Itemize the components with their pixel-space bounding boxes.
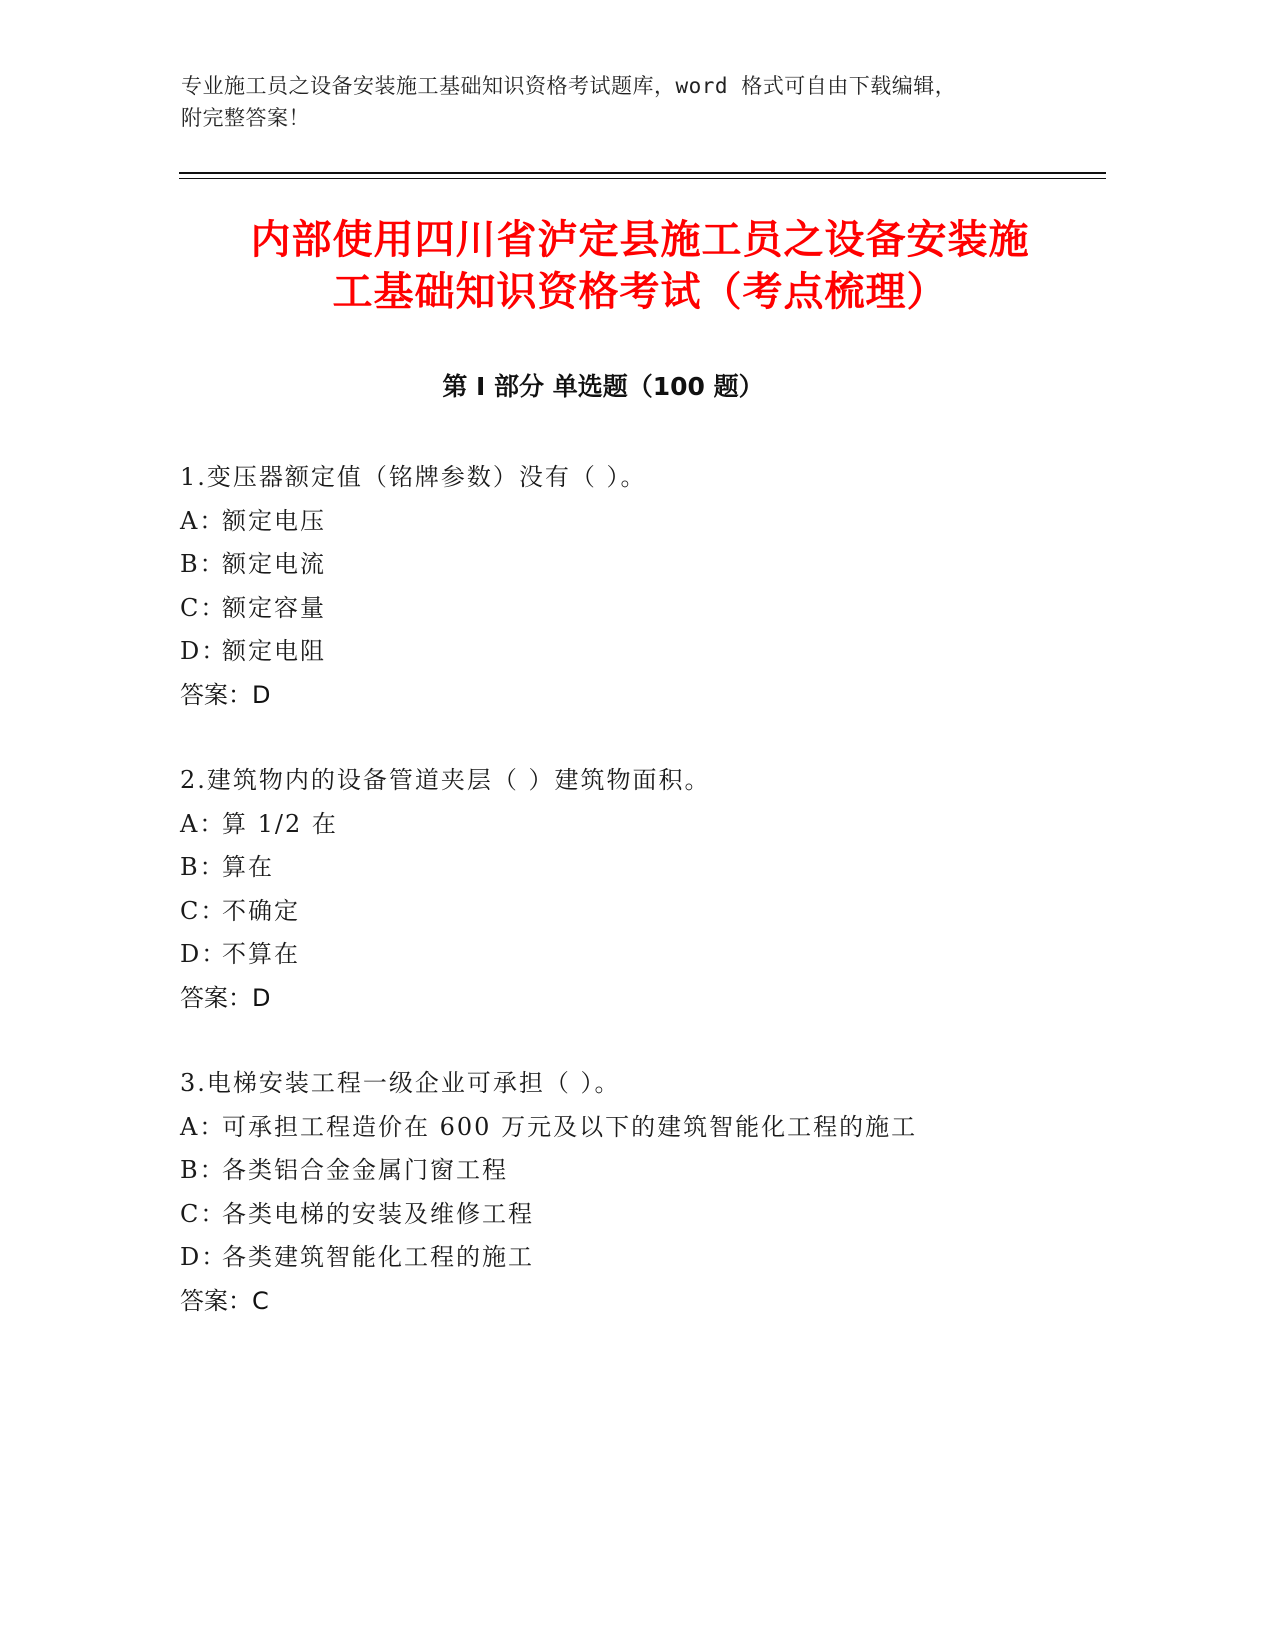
option-key: C： [180,593,227,622]
document-title [150,214,1130,318]
option-key: B： [180,853,226,881]
option-c [180,587,1100,631]
header-divider-thin [179,178,1106,179]
question-stem: 3.电梯安装工程一级企业可承担（ ）。 [180,1069,621,1097]
option-key: B： [180,550,226,578]
question-stem: 2.建筑物内的设备管道夹层（ ）建筑物面积。 [180,766,711,794]
option-text: 各类铝合金金属门窗工程 [222,1156,508,1184]
option-text: 算 1/2 在 [222,809,338,838]
option-b [180,1149,1100,1193]
question-item [180,456,1100,717]
option-d [180,1236,1100,1280]
option-text: 额定电流 [222,550,326,578]
option-key: A： [180,1112,226,1141]
question-stem: 1.变压器额定值（铭牌参数）没有（ ）。 [180,463,647,491]
header-divider-thick [179,172,1106,174]
option-key: B： [180,1156,226,1184]
section-heading: 第 I 部分 单选题（100 题） [442,372,764,401]
header-note-line-1: 专业施工员之设备安装施工基础知识资格考试题库，word 格式可自由下载编辑， [181,74,957,98]
option-key: A： [180,506,226,535]
option-d [180,630,1100,674]
option-b [180,543,1100,587]
option-a [180,803,1100,847]
option-key: D： [180,637,228,665]
document-title-line-1: 内部使用四川省泸定县施工员之设备安装施 [250,217,1030,263]
option-text: 各类建筑智能化工程的施工 [222,1243,534,1271]
option-a [180,500,1100,544]
option-text: 可承担工程造价在 600 万元及以下的建筑智能化工程的施工 [222,1112,918,1141]
option-key: C： [180,1199,227,1228]
option-text: 算在 [222,853,274,881]
option-text: 不确定 [222,896,300,925]
option-key: D： [180,940,228,968]
answer-line: 答案：D [180,983,271,1012]
option-text: 额定电压 [222,506,326,535]
option-b [180,846,1100,890]
question-item [180,1062,1100,1323]
option-d [180,933,1100,977]
answer-line: 答案：C [180,1286,269,1315]
option-c [180,1193,1100,1237]
question-list [180,456,1100,1365]
option-c [180,890,1100,934]
document-title-line-2: 工基础知识资格考试（考点梳理） [332,269,948,315]
option-a [180,1106,1100,1150]
option-text: 不算在 [222,940,300,968]
option-key: D： [180,1243,228,1271]
header-note-line-2: 附完整答案！ [181,106,310,130]
question-item [180,759,1100,1020]
document-header-note [181,70,1061,134]
answer-line: 答案：D [180,680,271,709]
option-text: 额定容量 [222,593,326,622]
option-key: C： [180,896,227,925]
option-text: 额定电阻 [222,637,326,665]
option-key: A： [180,809,226,838]
option-text: 各类电梯的安装及维修工程 [222,1199,534,1228]
